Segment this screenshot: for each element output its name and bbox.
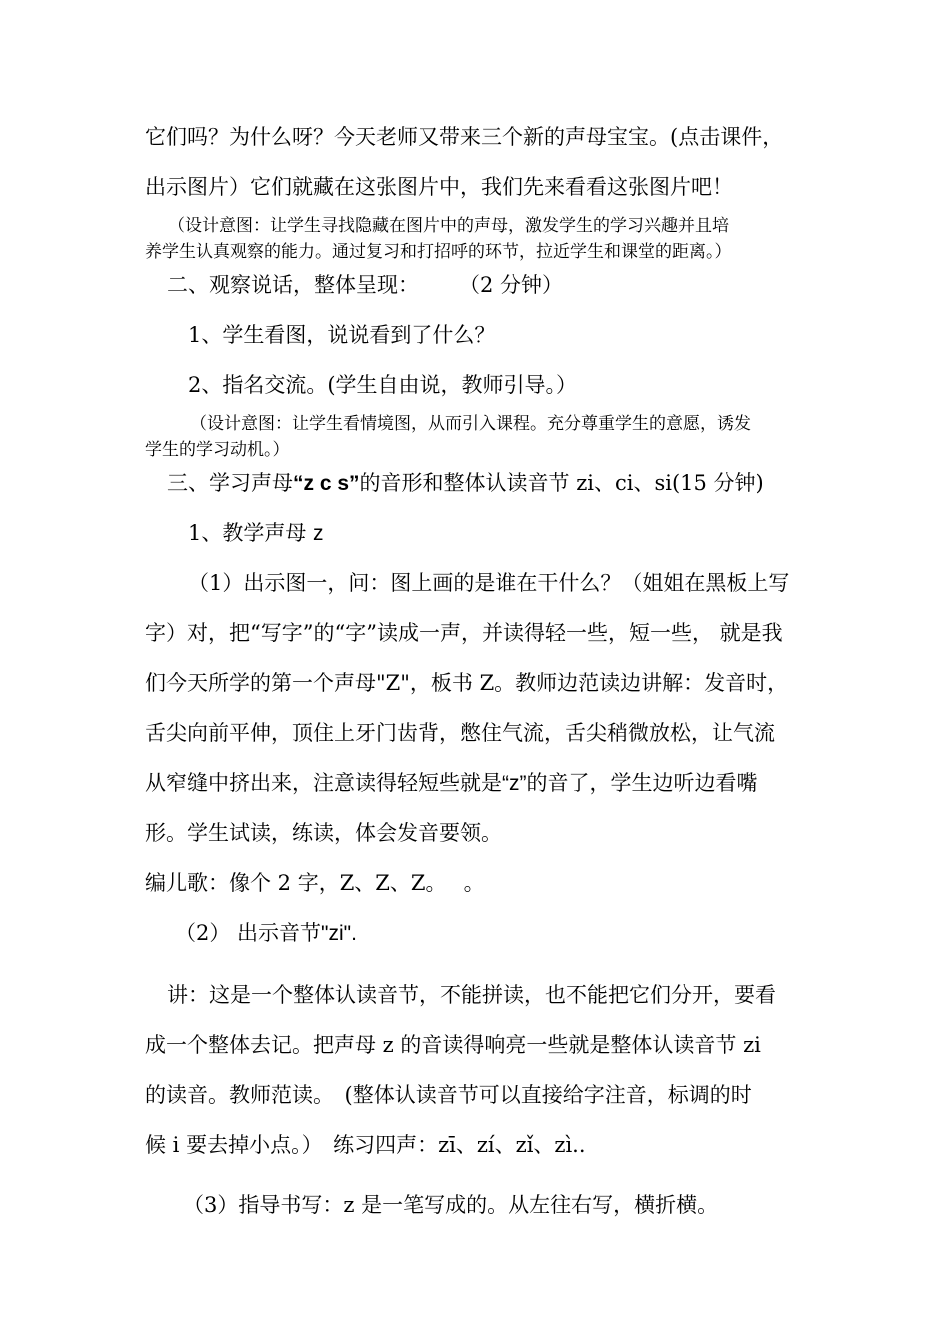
paragraph-line: 成一个整体去记。把声母 z 的音读得响亮一些就是整体认读音节 zi [145, 1033, 761, 1057]
paragraph-line: 们今天所学的第一个声母"Z"，板书 Z。教师边范读边讲解：发音时， [145, 671, 789, 695]
list-item-text: 1、教学声母 [188, 521, 314, 545]
paragraph-line: 出示图片）它们就藏在这张图片中，我们先来看看这张图片吧！ [145, 175, 733, 199]
section-time: （2 分钟） [459, 273, 564, 297]
paragraph-line: 形。学生试读，练读，体会发音要领。 [145, 821, 502, 845]
syllable-zi: "zi". [321, 922, 357, 945]
paragraph-line: 讲：这是一个整体认读音节，不能拼读，也不能把它们分开，要看 [167, 983, 776, 1007]
paragraph-text: 的音了，学生边听边看嘴 [526, 771, 758, 795]
paragraph-line: （1）出示图一，问：图上画的是谁在干什么？（姐姐在黑板上写 [188, 571, 790, 595]
paragraph-text: （2） 出示音节 [175, 921, 322, 945]
list-item: 1、学生看图，说说看到了什么？ [188, 323, 496, 347]
section-heading [167, 270, 563, 300]
section-heading [167, 468, 764, 499]
paragraph-line: 的读音。教师范读。 (整体认读音节可以直接给字注音，标调的时 [145, 1083, 752, 1107]
paragraph-line: 舌尖向前平伸，顶住上牙门齿背，憋住气流，舌尖稍微放松，让气流 [145, 721, 775, 745]
list-item: 2、指名交流。(学生自由说，教师引导。） [188, 373, 578, 397]
letters-zcs: “z c s” [293, 472, 360, 495]
paragraph-line [145, 768, 758, 799]
list-item [188, 518, 324, 549]
section-heading-text: 的音形和整体认读音节 zi、ci、si(15 分钟) [359, 471, 764, 495]
design-intent-note: （设计意图：让学生看情境图，从而引入课程。充分尊重学生的意愿，诱发 [190, 414, 751, 434]
paragraph-text: 从窄缝中挤出来，注意读得轻短些就是 [145, 771, 502, 795]
paragraph-line: 字）对，把“写字”的“字”读成一声，并读得轻一些，短一些， 就是我 [145, 621, 783, 645]
section-heading-text: 二、观察说话，整体呈现： [167, 273, 419, 297]
paragraph-line: 候 i 要去掉小点。） 练习四声：zī、zí、zǐ、zì.. [145, 1133, 586, 1157]
paragraph-line [175, 918, 357, 949]
section-heading-text: 三、学习声母 [167, 471, 293, 495]
design-intent-note: （设计意图：让学生寻找隐藏在图片中的声母，激发学生的学习兴趣并且培 [168, 216, 729, 236]
paragraph-line: 它们吗？为什么呀？今天老师又带来三个新的声母宝宝。(点击课件， [145, 125, 784, 149]
letter-z-quoted: “z” [502, 772, 527, 795]
letter-z: z [313, 522, 324, 545]
rhyme-line: 编儿歌：像个 2 字，Z、Z、Z。 。 [145, 871, 485, 895]
paragraph-line: （3）指导书写：z 是一笔写成的。从左往右写，横折横。 [183, 1193, 719, 1217]
design-intent-note: 养学生认真观察的能力。通过复习和打招呼的环节，拉近学生和课堂的距离。） [145, 242, 732, 262]
design-intent-note: 学生的学习动机。） [145, 440, 290, 460]
